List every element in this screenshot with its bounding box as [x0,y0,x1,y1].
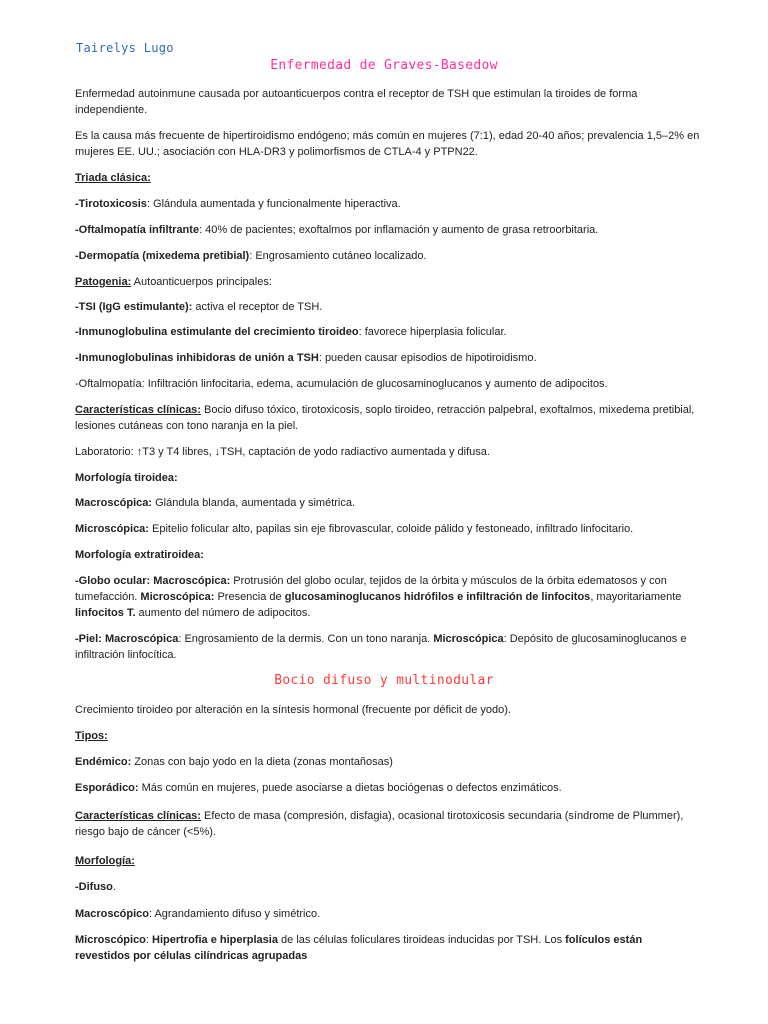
morfologia-extratiroidea-label [75,547,700,563]
term: -Difuso [75,881,113,893]
heading-graves: Enfermedad de Graves-Basedow [270,58,498,73]
patogenia-item-crecimiento [75,324,700,340]
graves-intro-definition: Enfermedad autoinmune causada por autoanticuerpos contra el receptor de TSH que estimulan la tiroides de forma independiente. [75,88,638,116]
desc: : 40% de pacientes; exoftalmos por inflamación y aumento de grasa retroorbitaria. [199,224,599,236]
desc: Autoanticuerpos principales: [131,276,272,288]
desc: Bocio difuso tóxico, tirotoxicosis, soplo tiroideo, retracción palpebral, exoftalmos, mixedema pretibial, lesiones cutáneas con tono naranja en la piel. [75,404,695,432]
triada-item-tirotoxicosis [75,196,700,212]
desc: : Agrandamiento difuso y simétrico. [148,908,321,920]
term: -Oftalmopatía infiltrante [75,224,200,236]
label-text: Morfología: [75,855,135,867]
desc: Presencia de [214,591,285,603]
tipos-label [75,728,700,744]
term: -Globo ocular: Macroscópica: [75,575,231,587]
patogenia-item-inhibidoras [75,350,700,366]
desc: : Depósito de glucosaminoglucanos e infiltración linfocítica. [75,633,687,661]
morfologia-macroscopica [75,495,700,511]
term: Macroscópica: [75,497,153,509]
desc: . [112,881,116,893]
bocio-difuso [75,879,700,895]
triada-label [75,170,700,186]
tipo-esporadico [75,780,700,796]
desc: : [145,934,153,946]
desc: Protrusión del globo ocular, tejidos de la órbita y músculos de la órbita edematosos y con tumefacción. [75,575,667,603]
desc: , mayoritariamente [590,591,682,603]
term: Microscópica: [75,523,149,535]
desc: Glándula blanda, aumentada y simétrica. [152,497,356,509]
bocio-morfologia-label [75,853,700,869]
term: Microscópica [433,633,504,645]
bocio-intro: Crecimiento tiroideo por alteración en la síntesis hormonal (frecuente por déficit de yodo). [75,704,511,716]
term: -Piel: Macroscópica [75,633,179,645]
desc: Más común en mujeres, puede asociarse a dietas bociógenas o defectos enzimáticos. [138,782,562,794]
triada-item-dermopatia [75,248,700,264]
patogenia-line [75,274,700,290]
author-name: Tairelys Lugo [76,41,174,55]
desc: activa el receptor de TSH. [192,301,323,313]
bocio-microscopico [75,932,700,964]
heading-bocio: Bocio difuso y multinodular [274,673,494,688]
patogenia-label: Patogenia: [75,276,132,288]
term: -Oftalmopatía [75,378,142,390]
term: Microscópica: [140,591,215,603]
desc: : pueden causar episodios de hipotiroidismo. [318,352,537,364]
desc: : Infiltración linfocitaria, edema, acumulación de glucosaminoglucanos y aumento de adipocitos. [141,378,608,390]
term: -Dermopatía (mixedema pretibial) [75,250,250,262]
graves-clinicas [75,402,700,434]
term: -Inmunoglobulina estimulante del crecimiento tiroideo [75,326,359,338]
label-text: Morfología tiroidea: [75,472,178,484]
tipo-endemico [75,754,700,770]
clinicas-label: Características clínicas: [75,404,201,416]
term: -Inmunoglobulinas inhibidoras de unión a TSH [75,352,319,364]
morfologia-globo-ocular [75,573,700,621]
desc: Epitelio folicular alto, papilas sin eje fibrovascular, coloide pálido y festoneado, infiltrado linfocitario. [148,523,634,535]
patogenia-item-oftalmopatia [75,376,700,392]
morfologia-tiroidea-label [75,470,700,486]
triada-label-text: Triada clásica: [75,172,151,184]
label-text: Tipos: [75,730,108,742]
desc: : favorece hiperplasia folicular. [358,326,507,338]
patogenia-item-tsi [75,299,700,315]
graves-laboratorio: Laboratorio: ↑T3 y T4 libres, ↓TSH, captación de yodo radiactivo aumentada y difusa. [75,446,490,458]
term: -TSI (IgG estimulante): [75,301,193,313]
term: folículos están revestidos por células cilíndricas agrupadas [75,934,643,962]
term: glucosaminoglucanos hidrófilos e infiltración de linfocitos [284,591,591,603]
desc: Efecto de masa (compresión, disfagia), ocasional tirotoxicosis secundaria (síndrome de Plummer), riesgo bajo de cáncer (<5%). [75,810,684,838]
desc: aumento del número de adipocitos. [135,607,311,619]
term: -Tirotoxicosis [75,198,147,210]
term: Esporádico: [75,782,139,794]
term: Hipertrofia e hiperplasia [152,934,278,946]
desc: : Glándula aumentada y funcionalmente hiperactiva. [146,198,401,210]
graves-intro-epidemiology: Es la causa más frecuente de hipertiroidismo endógeno; más común en mujeres (7:1), edad 20-40 años; prevalencia 1,5–2% en mujeres EE. UU.; asociación con HLA-DR3 y polimorfismos de CTLA-4 y PTPN22. [75,130,700,158]
term: Microscópico [75,934,146,946]
bocio-macroscopico [75,906,700,922]
triada-item-oftalmopatia [75,222,700,238]
bocio-clinicas [75,808,700,840]
term: Macroscópico [75,908,149,920]
desc: de las células foliculares tiroideas inducidas por TSH. Los [277,934,566,946]
label-text: Morfología extratiroidea: [75,549,204,561]
clinicas-label: Características clínicas: [75,810,201,822]
desc: : Engrosamiento cutáneo localizado. [249,250,427,262]
term: Endémico: [75,756,132,768]
morfologia-microscopica [75,521,700,537]
term: linfocitos T. [75,607,136,619]
morfologia-piel [75,631,700,663]
desc: : Engrosamiento de la dermis. Con un tono naranja. [178,633,434,645]
desc: Zonas con bajo yodo en la dieta (zonas montañosas) [131,756,393,768]
